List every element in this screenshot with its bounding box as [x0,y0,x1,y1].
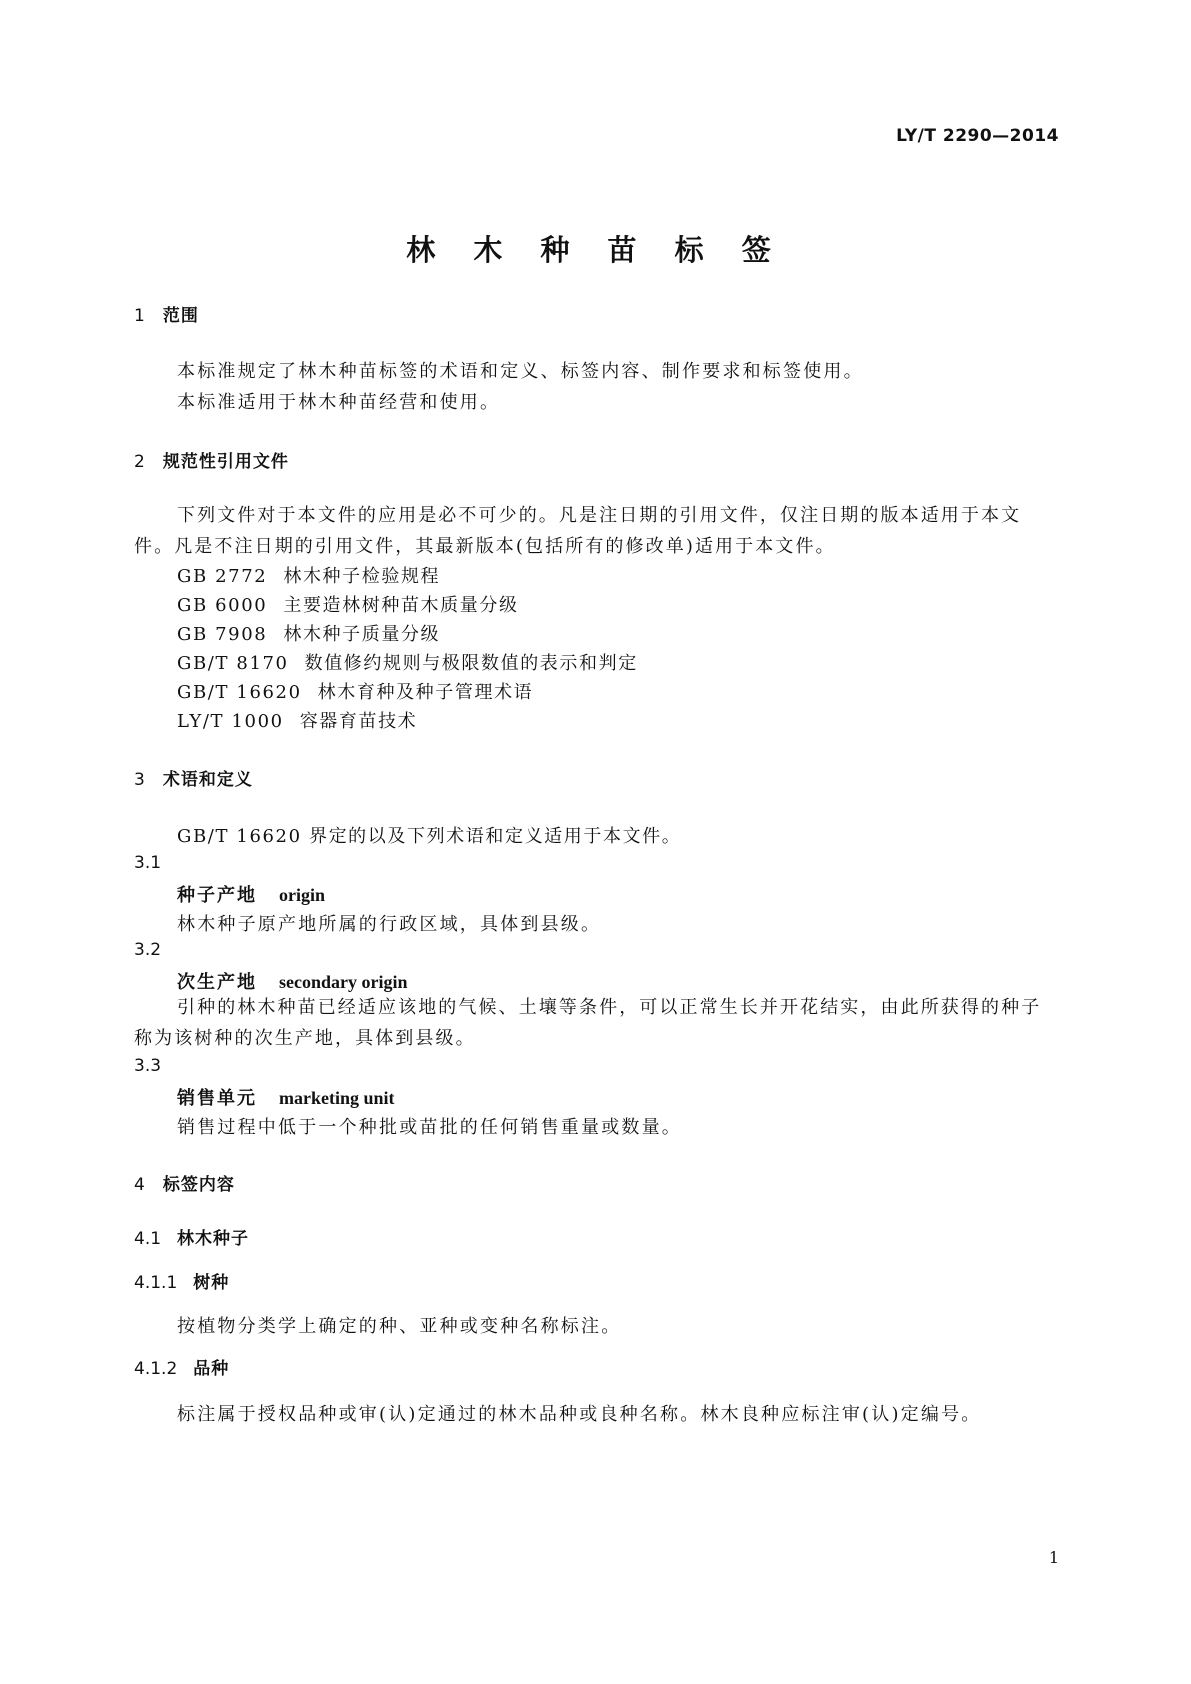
reference-code: GB 6000 [177,595,268,616]
section-number: 3 [134,770,145,790]
term-heading [177,881,325,907]
term-english: origin [279,885,326,905]
section-title: 术语和定义 [162,770,253,790]
reference-item [177,591,519,617]
section-number: 2 [134,452,145,472]
standard-code: LY/T 2290—2014 [896,126,1059,146]
clause-4-1-1-text: 按植物分类学上确定的种、亚种或变种名称标注。 [177,1316,622,1337]
term-number: 3.3 [134,1056,162,1076]
reference-code: GB 2772 [177,566,268,587]
reference-title: 林木种子质量分级 [283,624,441,645]
clause-title: 树种 [193,1273,230,1293]
reference-title: 林木育种及种子管理术语 [317,682,534,703]
term-english: secondary origin [279,972,408,992]
reference-title: 容器育苗技术 [299,711,418,732]
reference-title: 林木种子检验规程 [283,566,441,587]
section-title: 范围 [162,306,199,326]
section-title: 规范性引用文件 [162,452,289,472]
clause-4-1-1-heading [134,1268,229,1293]
term-definition: 林木种子原产地所属的行政区域，具体到县级。 [177,914,602,935]
section-1-paragraph-2: 本标准适用于林木种苗经营和使用。 [177,392,501,413]
clause-4-1-2-heading [134,1354,229,1379]
reference-title: 数值修约规则与极限数值的表示和判定 [304,653,638,674]
term-chinese: 次生产地 [177,972,257,993]
reference-code: LY/T 1000 [177,711,284,732]
section-4-heading [134,1170,235,1195]
reference-item [177,678,533,704]
term-definition: 销售过程中低于一个种批或苗批的任何销售重量或数量。 [177,1117,682,1138]
reference-code: GB/T 8170 [177,653,289,674]
reference-code: GB/T 16620 [177,682,302,703]
term-definition: 引种的林木种苗已经适应该地的气候、土壤等条件，可以正常生长并开花结实，由此所获得的种子称为该树种的次生产地，具体到县级。 [134,997,1042,1049]
section-2-heading [134,447,289,472]
section-3-heading [134,765,253,790]
reference-code: GB 7908 [177,624,268,645]
reference-item [177,649,638,675]
subsection-number: 4.1 [134,1229,162,1249]
term-heading [177,1084,395,1110]
page-number: 1 [1048,1548,1059,1567]
subsection-4-1-heading [134,1224,249,1249]
clause-4-1-2-text: 标注属于授权品种或审(认)定通过的林木品种或良种名称。林木良种应标注审(认)定编号。 [177,1404,982,1425]
section-number: 1 [134,306,145,326]
term-heading [177,968,408,994]
clause-number: 4.1.2 [134,1359,178,1379]
clause-title: 品种 [193,1359,230,1379]
section-number: 4 [134,1175,145,1195]
reference-item [177,707,417,733]
section-1-paragraph-1: 本标准规定了林木种苗标签的术语和定义、标签内容、制作要求和标签使用。 [177,361,864,382]
term-chinese: 销售单元 [177,1088,257,1109]
document-title: 林 木 种 苗 标 签 [406,233,785,267]
term-number: 3.1 [134,853,162,873]
section-3-intro: GB/T 16620 界定的以及下列术语和定义适用于本文件。 [177,826,682,847]
reference-title: 主要造林树种苗木质量分级 [283,595,519,616]
reference-item [177,562,440,588]
clause-number: 4.1.1 [134,1273,178,1293]
section-title: 标签内容 [162,1175,235,1195]
term-english: marketing unit [279,1088,395,1108]
section-2-intro: 下列文件对于本文件的应用是必不可少的。凡是注日期的引用文件，仅注日期的版本适用于本文件。凡是不注日期的引用文件，其最新版本(包括所有的修改单)适用于本文件。 [134,505,1022,557]
term-number: 3.2 [134,940,162,960]
reference-item [177,620,440,646]
subsection-title: 林木种子 [177,1229,250,1249]
section-1-heading [134,301,199,326]
term-chinese: 种子产地 [177,885,257,906]
